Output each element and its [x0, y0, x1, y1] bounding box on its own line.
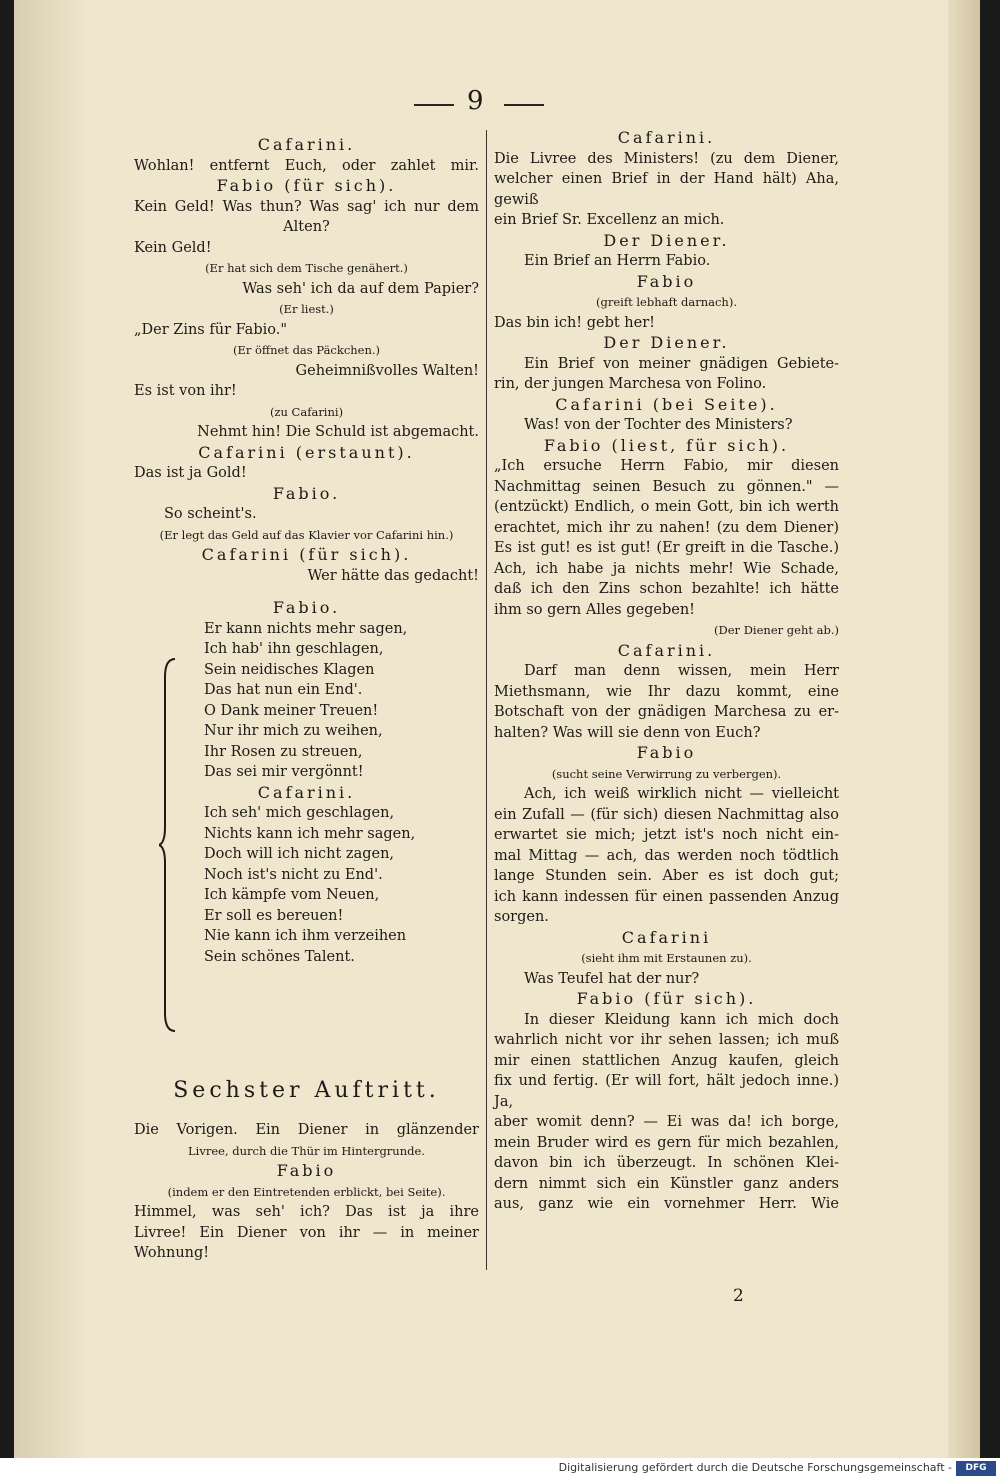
text-line: O Dank meiner Treuen! [204, 702, 379, 719]
text-line: Was! von der Tochter des Ministers? [524, 417, 793, 433]
verse-brace [159, 657, 177, 1033]
text-line: welcher einen Brief in der Hand hält) Aha, gewiß [494, 171, 839, 208]
text-line: Es ist gut! es ist gut! (Er greift in die Tasche.) [494, 540, 839, 556]
text-line: Nachmittag seinen Besuch zu gönnen." — [494, 478, 839, 495]
text-line: mir einen stattlichen Anzug kaufen, gleich [494, 1052, 839, 1069]
text-line: Das hat nun ein End'. [204, 682, 363, 698]
stage-direction: (Er legt das Geld auf das Klavier vor Cafarini hin.) [159, 527, 454, 542]
page-number: 9 [467, 86, 484, 116]
text-line: Ich hab' ihn geschlagen, [204, 641, 384, 657]
stage-direction: (Er liest.) [279, 302, 334, 316]
text-line: Himmel, was seh' ich? Das ist ja ihre [134, 1204, 479, 1220]
text-line: Ein Brief an Herrn Fabio. [524, 253, 711, 269]
text-line: Ich seh' mich geschlagen, [204, 805, 395, 821]
left-column [134, 135, 479, 967]
text-line: Er kann nichts mehr sagen, [204, 620, 408, 637]
text-line: Es ist von ihr! [134, 383, 237, 399]
text-line: mal Mittag — ach, das werden noch tödtlich [494, 847, 839, 864]
text-line: „Ich ersuche Herrn Fabio, mir diesen [494, 458, 839, 474]
page-gutter-shadow [14, 0, 89, 1458]
text-line: Wohnung! [134, 1245, 210, 1261]
text-line: fix und fertig. (Er will fort, hält jedoch inne.) Ja, [494, 1073, 839, 1110]
page-header [14, 88, 980, 118]
left-column-continued [134, 1120, 479, 1264]
text-line: Nur ihr mich zu weihen, [204, 723, 383, 739]
text-line: Wer hätte das gedacht! [307, 567, 479, 584]
text-line: Alten? [283, 219, 330, 235]
text-line: Doch will ich nicht zagen, [204, 846, 395, 862]
stage-direction: (sieht ihm mit Erstaunen zu). [581, 951, 752, 965]
text-line: Was Teufel hat der nur? [524, 970, 700, 987]
text-line: Das sei mir vergönnt! [204, 764, 364, 780]
footer-bar [0, 1458, 1000, 1480]
text-line: Sein schönes Talent. [204, 948, 355, 965]
text-line: Das bin ich! gebt her! [494, 314, 655, 331]
speaker-name: Cafarini. [617, 128, 716, 147]
footer-credit: Digitalisierung gefördert durch die Deutsche Forschungsgemeinschaft - [558, 1461, 952, 1474]
text-line: mein Bruder wird es gern für mich bezahlen, [494, 1134, 839, 1151]
text-line: Livree! Ein Diener von ihr — in meiner [134, 1224, 479, 1241]
speaker-name: Cafarini. [257, 782, 356, 802]
dfg-logo-icon: DFG [956, 1461, 996, 1476]
speaker-name: Cafarini. [257, 135, 356, 154]
text-line: Kein Geld! [134, 239, 212, 256]
stage-direction: (Er öffnet das Päckchen.) [232, 343, 381, 357]
text-line: (entzückt) Endlich, o mein Gott, bin ich werth [494, 499, 839, 515]
stage-direction: (sucht seine Verwirrung zu verbergen). [551, 766, 782, 781]
text-line: Ich kämpfe vom Neuen, [204, 887, 380, 903]
text-line: aus, ganz wie ein vornehmer Herr. Wie [494, 1196, 839, 1212]
text-line: ich kann indessen für einen passenden Anzug [494, 888, 839, 905]
speaker-name: Der Diener. [603, 230, 730, 250]
right-column [494, 128, 839, 1215]
speaker-name: Cafarini [621, 927, 712, 947]
text-line: ein Brief Sr. Excellenz an mich. [494, 212, 725, 228]
text-line: Ach, ich weiß wirklich nicht — vielleicht [524, 786, 839, 802]
speaker-name: Cafarini (für sich). [201, 545, 412, 564]
book-page [14, 0, 980, 1458]
speaker-name: Fabio [636, 271, 697, 291]
text-line: ihm so gern Alles gegeben! [494, 601, 695, 618]
speaker-name: Cafarini (bei Seite). [555, 394, 778, 414]
text-line: Was seh' ich da auf dem Papier? [242, 280, 479, 297]
text-line: halten? Was will sie denn von Euch? [494, 724, 761, 741]
text-line: sorgen. [494, 909, 549, 925]
text-line: davon bin ich überzeugt. In schönen Klei- [494, 1155, 839, 1171]
text-line: Miethsmann, wie Ihr dazu kommt, eine [494, 683, 839, 700]
text-line: Sein neidisches Klagen [204, 661, 375, 678]
text-line: Darf man denn wissen, mein Herr [524, 663, 839, 679]
page-edge [948, 0, 980, 1458]
stage-direction: (Der Diener geht ab.) [714, 623, 839, 637]
text-line: daß ich den Zins schon bezahlte! ich hätte [494, 581, 839, 597]
text-line: Nichts kann ich mehr sagen, [204, 825, 416, 842]
text-line: Die Vorigen. Ein Diener in glänzender [134, 1122, 479, 1138]
speaker-name: Fabio [636, 743, 697, 762]
stage-direction: (greift lebhaft darnach). [596, 295, 737, 309]
stage-direction: (Er hat sich dem Tische genähert.) [205, 261, 408, 275]
text-line: Die Livree des Ministers! (zu dem Diener, [494, 150, 839, 167]
speaker-name: Fabio. [272, 483, 341, 503]
text-line: rin, der jungen Marchesa von Folino. [494, 376, 767, 392]
text-line: Nehmt hin! Die Schuld ist abgemacht. [197, 424, 479, 440]
text-line: Ein Brief von meiner gnädigen Gebiete- [524, 355, 839, 372]
text-line: wahrlich nicht vor ihr sehen lassen; ich muß [494, 1032, 839, 1048]
speaker-name: Fabio. [272, 598, 341, 617]
text-line: Ihr Rosen zu streuen, [204, 743, 363, 760]
text-line: erachtet, mich ihr zu nahen! (zu dem Diener) [494, 519, 839, 536]
text-line: „Der Zins für Fabio." [134, 321, 288, 338]
text-line: Wohlan! entfernt Euch, oder zahlet mir. [134, 157, 479, 174]
scene-title: Sechster Auftritt. [173, 1078, 440, 1103]
text-line: Noch ist's nicht zu End'. [204, 866, 383, 883]
text-line: dern nimmt sich ein Künstler ganz anders [494, 1175, 839, 1192]
text-line: Ach, ich habe ja nichts mehr! Wie Schade, [494, 560, 839, 577]
text-line: Das ist ja Gold! [134, 465, 247, 481]
speaker-name: Fabio (für sich). [576, 989, 757, 1008]
column-divider [486, 130, 487, 1270]
stage-direction: Livree, durch die Thür im Hintergrunde. [188, 1143, 425, 1158]
speaker-name: Fabio (liest, für sich). [543, 435, 790, 455]
text-line: aber womit denn? — Ei was da! ich borge, [494, 1114, 839, 1130]
text-line: Er soll es bereuen! [204, 907, 344, 924]
text-line [134, 586, 479, 598]
header-rule-left [414, 104, 454, 106]
speaker-name: Der Diener. [603, 333, 730, 352]
text-line: erwartet sie mich; jetzt ist's noch nicht ein- [494, 827, 839, 843]
text-line: In dieser Kleidung kann ich mich doch [524, 1011, 839, 1028]
text-line: Botschaft von der gnädigen Marchesa zu er- [494, 704, 839, 720]
text-line: ein Zufall — (für sich) diesen Nachmittag also [494, 806, 839, 823]
text-line: Kein Geld! Was thun? Was sag' ich nur dem [134, 198, 479, 215]
signature-mark: 2 [733, 1286, 744, 1306]
stage-direction: (zu Cafarini) [269, 404, 344, 419]
header-rule-right [504, 104, 544, 106]
text-line: Nie kann ich ihm verzeihen [204, 928, 407, 944]
stage-direction: (indem er den Eintretenden erblickt, bei Seite). [167, 1184, 446, 1199]
speaker-name: Fabio (für sich). [216, 176, 397, 195]
speaker-name: Cafarini (erstaunt). [198, 442, 415, 462]
text-line: Geheimnißvolles Walten! [295, 362, 479, 379]
text-line: So scheint's. [164, 506, 257, 522]
speaker-name: Fabio [276, 1161, 337, 1180]
speaker-name: Cafarini. [617, 640, 716, 660]
text-line: lange Stunden sein. Aber es ist doch gut; [494, 868, 839, 884]
